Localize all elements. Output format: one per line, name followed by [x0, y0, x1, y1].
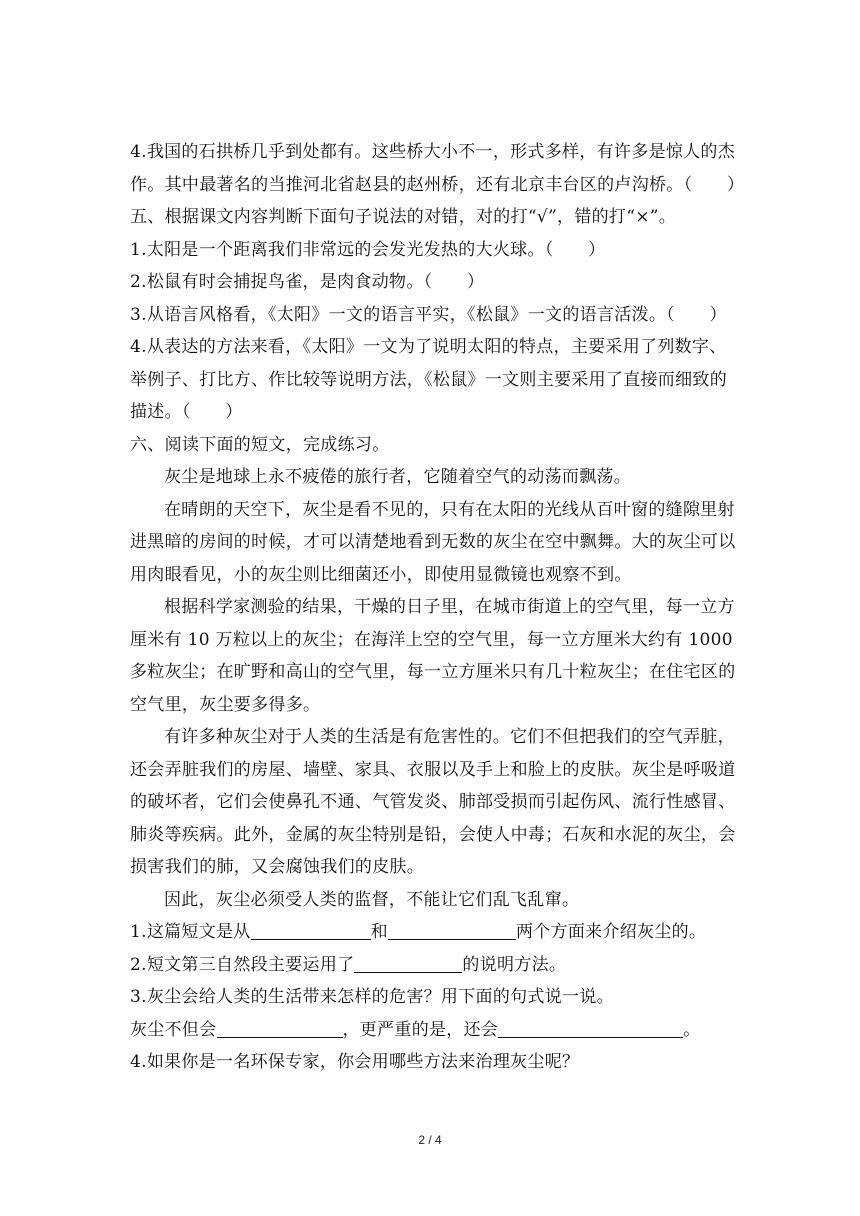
passage-line: 还会弄脏我们的房屋、墙壁、家具、衣服以及手上和脸上的皮肤。灰尘是呼吸道: [130, 759, 736, 780]
answer-blank[interactable]: [498, 1017, 683, 1038]
answer-blank[interactable]: [354, 952, 462, 973]
text-line: 2.松鼠有时会捕捉鸟雀，是肉食动物。（ ）: [130, 272, 485, 292]
question-text: 两个方面来介绍灰尘的。: [515, 922, 707, 942]
passage-line: 肺炎等疾病。此外，金属的灰尘特别是铅，会使人中毒；石灰和水泥的灰尘，会: [130, 824, 736, 845]
question-text: 的说明方法。: [462, 954, 567, 975]
document-body: [130, 136, 745, 1079]
text-line: 举例子、打比方、作比较等说明方法，《松鼠》一文则主要采用了直接而细致的: [130, 369, 727, 390]
passage-line: 进黑暗的房间的时候，才可以清楚地看到无数的灰尘在空中飘舞。大的灰尘可以: [130, 532, 736, 552]
text-line: 4.我国的石拱桥几乎到处都有。这些桥大小不一，形式多样，有许多是惊人的杰: [130, 142, 736, 162]
question-4: 4.如果你是一名环保专家，你会用哪些方法来治理灰尘呢？: [130, 1052, 580, 1072]
question-2: [130, 949, 736, 982]
passage-line: 空气里，灰尘要多得多。: [130, 694, 321, 715]
question-text: 灰尘不但会: [130, 1019, 217, 1040]
answer-blank[interactable]: [217, 1017, 343, 1038]
text-line: 1.太阳是一个距离我们非常远的会发光发热的大火球。（ ）: [130, 239, 606, 260]
passage-line: 厘米有 10 万粒以上的灰尘；在海洋上空的空气里，每一立方厘米大约有 1000: [130, 629, 733, 650]
passage-line: 灰尘是地球上永不疲倦的旅行者，它随着空气的动荡而飘荡。: [164, 467, 632, 487]
question-3: 3.灰尘会给人类的生活带来怎样的危害？用下面的句式说一说。: [130, 987, 614, 1007]
text-line: 描述。（ ）: [130, 402, 243, 422]
section-heading: 五、根据课文内容判断下面句子说法的对错，对的打“√”，错的打“×”。: [130, 207, 677, 227]
passage-line: 根据科学家测验的结果，干燥的日子里，在城市街道上的空气里，每一立方: [164, 597, 735, 617]
passage-line: 损害我们的肺，又会腐蚀我们的皮肤。: [130, 857, 425, 877]
answer-blank[interactable]: [251, 919, 371, 940]
passage-line: 用肉眼看见，小的灰尘则比细菌还小，即使用显微镜也观察不到。: [130, 564, 632, 585]
text-line: 3.从语言风格看，《太阳》一文的语言平实，《松鼠》一文的语言活泼。（ ）: [130, 304, 727, 325]
question-text: 1.这篇短文是从: [130, 922, 251, 942]
sentence-pattern: [130, 1014, 736, 1047]
answer-blank[interactable]: [388, 919, 516, 940]
text-line: 作。其中最著名的当推河北省赵县的赵州桥，还有北京丰台区的卢沟桥。（ ）: [130, 174, 745, 195]
passage-line: 的破坏者，它们会使鼻孔不通、气管发炎、肺部受损而引起伤风、流行性感冒、: [130, 792, 736, 812]
text-line: 4.从表达的方法来看，《太阳》一文为了说明太阳的特点，主要采用了列数字、: [130, 337, 727, 357]
question-text: 2.短文第三自然段主要运用了: [130, 954, 355, 975]
passage-line: 因此，灰尘必须受人类的监督，不能让它们乱飞乱窜。: [164, 889, 580, 910]
question-text: 。: [683, 1019, 701, 1040]
passage-line: 在晴朗的天空下，灰尘是看不见的，只有在太阳的光线从百叶窗的缝隙里射: [164, 499, 735, 520]
passage-line: 多粒灰尘；在旷野和高山的空气里，每一立方厘米只有几十粒灰尘；在住宅区的: [130, 662, 736, 682]
page-number: 2 / 4: [418, 1133, 442, 1147]
question-text: ，更严重的是，还会: [342, 1019, 499, 1040]
passage-line: 有许多种灰尘对于人类的生活是有危害性的。它们不但把我们的空气弄脏，: [164, 727, 735, 747]
section-heading: 六、阅读下面的短文，完成练习。: [130, 434, 390, 455]
question-text: 和: [370, 922, 388, 942]
question-1: [130, 916, 736, 949]
